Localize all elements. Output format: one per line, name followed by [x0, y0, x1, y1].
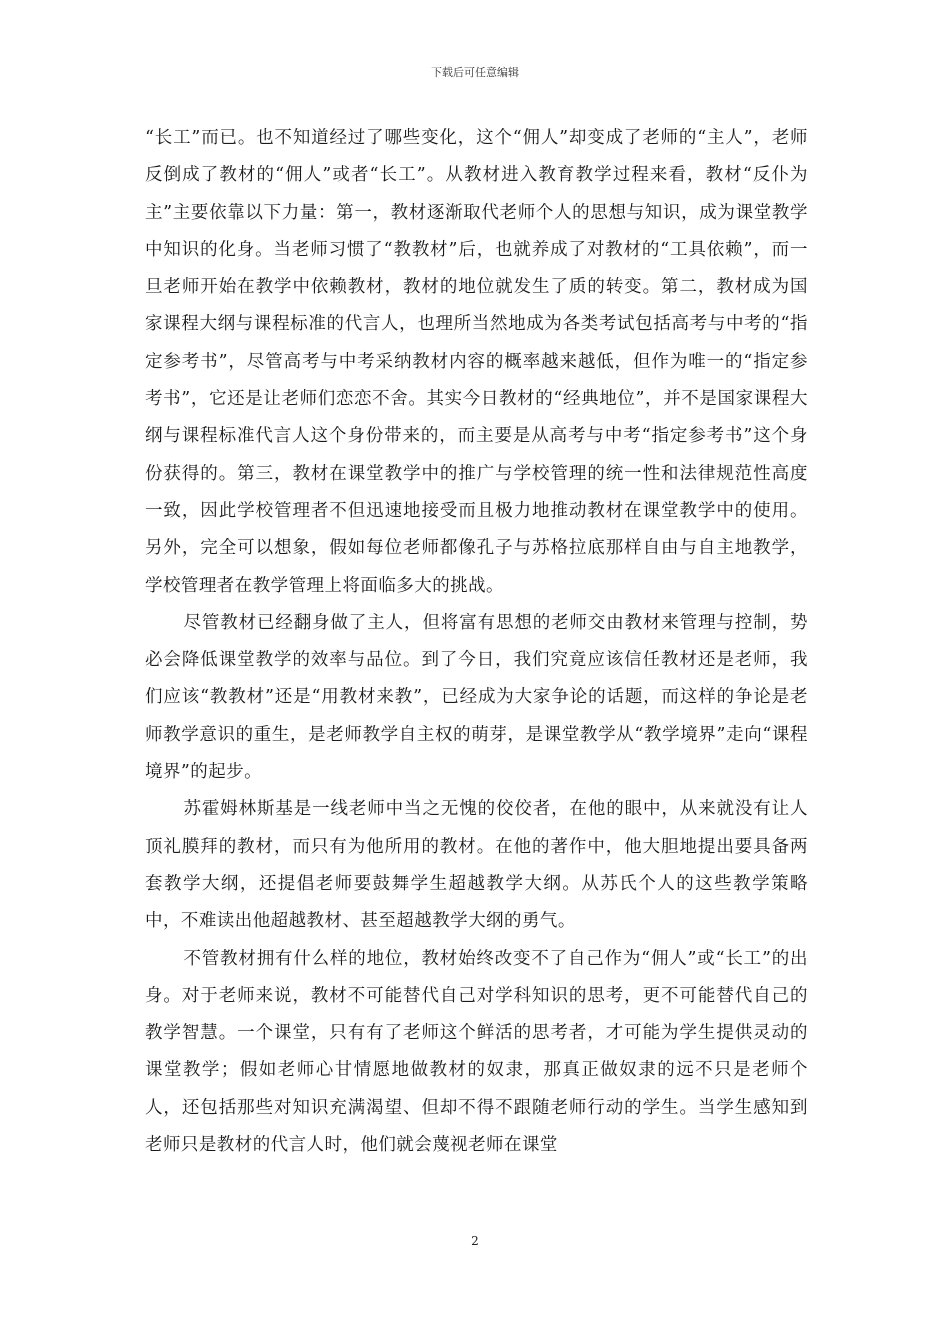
paragraph-3: 苏霍姆林斯基是一线老师中当之无愧的佼佼者，在他的眼中，从来就没有让人顶礼膜拜的教材，而只有为他所用的教材。在他的著作中，他大胆地提出要具备两套教学大纲，还提倡老师要鼓舞学生超越教学大纲。从苏氏个人的这些教学策略中，不难读出他超越教材、甚至超越教学大纲的勇气。: [145, 799, 808, 932]
paragraph-4: 不管教材拥有什么样的地位，教材始终改变不了自己作为“佣人”或“长工”的出身。对于老师来说，教材不可能替代自己对学科知识的思考，更不可能替代自己的教学智慧。一个课堂，只有有了老师这个鲜活的思考者，才可能为学生提供灵动的课堂教学；假如老师心甘情愿地做教材的奴隶，那真正做奴隶的远不只是老师个人，还包括那些对知识充满渴望、但却不得不跟随老师行动的学生。当学生感知到老师只是教材的代言人时，他们就会蔑视老师在课堂: [145, 948, 808, 1156]
paragraph-2: 尽管教材已经翻身做了主人，但将富有思想的老师交由教材来管理与控制，势必会降低课堂教学的效率与品位。到了今日，我们究竟应该信任教材还是老师，我们应该“教教材”还是“用教材来教”，已经成为大家争论的话题，而这样的争论是老师教学意识的重生，是老师教学自主权的萌芽，是课堂教学从“教学境界”走向“课程境界”的起步。: [145, 612, 808, 783]
document-body: [145, 120, 808, 1164]
page-number: 2: [471, 1234, 479, 1248]
page-header: 下载后可任意编辑: [431, 66, 519, 79]
paragraph-1: “长工”而已。也不知道经过了哪些变化，这个“佣人”却变成了老师的“主人”，老师反倒成了教材的“佣人”或者“长工”。从教材进入教育教学过程来看，教材“反仆为主”主要依靠以下力量：第一，教材逐渐取代老师个人的思想与知识，成为课堂教学中知识的化身。当老师习惯了“教教材”后，也就养成了对教材的“工具依赖”，而一旦老师开始在教学中依赖教材，教材的地位就发生了质的转变。第二，教材成为国家课程大纲与课程标准的代言人，也理所当然地成为各类考试包括高考与中考的“指定参考书”，尽管高考与中考采纳教材内容的概率越来越低，但作为唯一的“指定参考书”，它还是让老师们恋恋不舍。其实今日教材的“经典地位”，并不是国家课程大纲与课程标准代言人这个身份带来的，而主要是从高考与中考“指定参考书”这个身份获得的。第三，教材在课堂教学中的推广与学校管理的统一性和法律规范性高度一致，因此学校管理者不但迅速地接受而且极力地推动教材在课堂教学中的使用。另外，完全可以想象，假如每位老师都像孔子与苏格拉底那样自由与自主地教学，学校管理者在教学管理上将面临多大的挑战。: [145, 128, 808, 596]
